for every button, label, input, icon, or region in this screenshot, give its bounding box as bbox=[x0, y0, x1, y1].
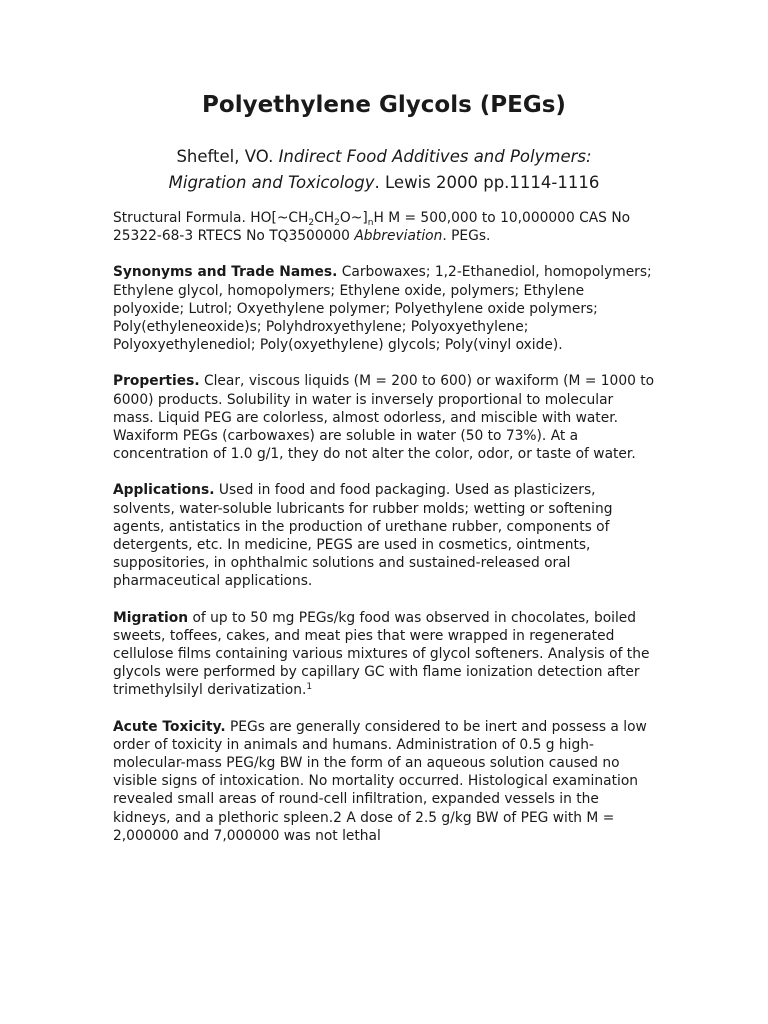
applications-paragraph bbox=[113, 481, 658, 590]
document-title: Polyethylene Glycols (PEGs) bbox=[202, 92, 566, 118]
citation-publisher: . Lewis 2000 pp.1114-1116 bbox=[374, 173, 600, 192]
migration-paragraph bbox=[113, 609, 658, 700]
applications-text: Used in food and food packaging. Used as plasticizers, solvents, water-soluble lubricants for rubber molds; wetting or softening agents, antistatics in the production of urethane rubber, components of detergents, etc. In medicine, PEGS are used in cosmetics, ointments, suppositories, in ophthalmic solutions and sustained-released oral pharmaceutical applications. bbox=[113, 482, 613, 590]
citation-line-2 bbox=[0, 170, 768, 196]
structural-sub-1: 2 bbox=[308, 218, 315, 228]
properties-text: Clear, viscous liquids (M = 200 to 600) or waxiform (M = 1000 to 6000) products. Solubility in water is inversely proportional to molecular mass. Liquid PEG are colorless, almost odorless, and miscible with water. Waxiform PEGs (carbowaxes) are soluble in water (50 to 73%). At a concentration of 1.0 g/1, they do not alter the color, odor, or taste of water. bbox=[113, 373, 655, 463]
properties-heading: Properties. bbox=[113, 373, 200, 390]
acute-toxicity-heading: Acute Toxicity. bbox=[113, 718, 226, 735]
structural-sub-2: 2 bbox=[334, 218, 340, 228]
citation-author: Sheftel, VO. bbox=[176, 147, 274, 166]
structural-text-2: CH bbox=[314, 210, 335, 226]
structural-formula-paragraph bbox=[113, 209, 658, 245]
synonyms-paragraph bbox=[113, 263, 658, 354]
synonyms-text: Carbowaxes; 1,2-Ethanediol, homopolymers; Ethylene glycol, homopolymers; Ethylene oxide, polymers; Ethylene polyoxide; Lutrol; Oxyethylene polymer; Polyethylene oxide polymers; Poly(ethyleneoxide)s; Polyhdroxyethylene; Polyoxyethylene; Polyoxyethylenediol; Poly(oxyethylene) glycols; Poly(vinyl oxide). bbox=[113, 264, 652, 354]
structural-text-4: H M = 500,000 to 10,000000 CAS No 25322-68-3 RTECS No TQ3500000 bbox=[113, 210, 631, 245]
citation-title-part-1: Indirect Food Additives and Polymers: bbox=[278, 147, 592, 166]
structural-text-3: O~] bbox=[339, 210, 368, 226]
document-body bbox=[113, 209, 658, 863]
migration-heading: Migration bbox=[113, 609, 189, 626]
acute-toxicity-text: PEGs are generally considered to be inert and possess a low order of toxicity in animals and humans. Administration of 0.5 g high-molecular-mass PEG/kg BW in the form of an aqueous solution caused no visible signs of intoxication. No mortality occurred. Histological examination revealed small areas of round-cell infiltration, expanded vessels in the kidneys, and a plethoric spleen.2 A dose of 2.5 g/kg BW of PEG with M = 2,000000 and 7,000000 was not lethal bbox=[113, 718, 647, 844]
structural-sub-n: n bbox=[367, 218, 374, 228]
citation-title-part-2: Migration and Toxicology bbox=[168, 173, 375, 192]
properties-paragraph bbox=[113, 372, 658, 463]
citation-line-1 bbox=[0, 144, 768, 170]
migration-text: of up to 50 mg PEGs/kg food was observed in chocolates, boiled sweets, toffees, cakes, and meat pies that were wrapped in regenerated cellulose films containing various mixtures of glycol softeners. Analysis of the glycols were performed by capillary GC with flame ionization detection after trimethylsilyl derivatization. bbox=[113, 609, 650, 699]
structural-text-1: Structural Formula. HO[~CH bbox=[113, 210, 309, 226]
migration-footnote-ref: 1 bbox=[306, 682, 313, 693]
applications-heading: Applications. bbox=[113, 482, 215, 499]
abbreviation-label: Abbreviation bbox=[354, 228, 443, 245]
abbreviation-value: . PEGs. bbox=[442, 228, 491, 245]
synonyms-heading: Synonyms and Trade Names. bbox=[113, 264, 338, 281]
citation bbox=[0, 144, 768, 196]
acute-toxicity-paragraph bbox=[113, 718, 658, 845]
